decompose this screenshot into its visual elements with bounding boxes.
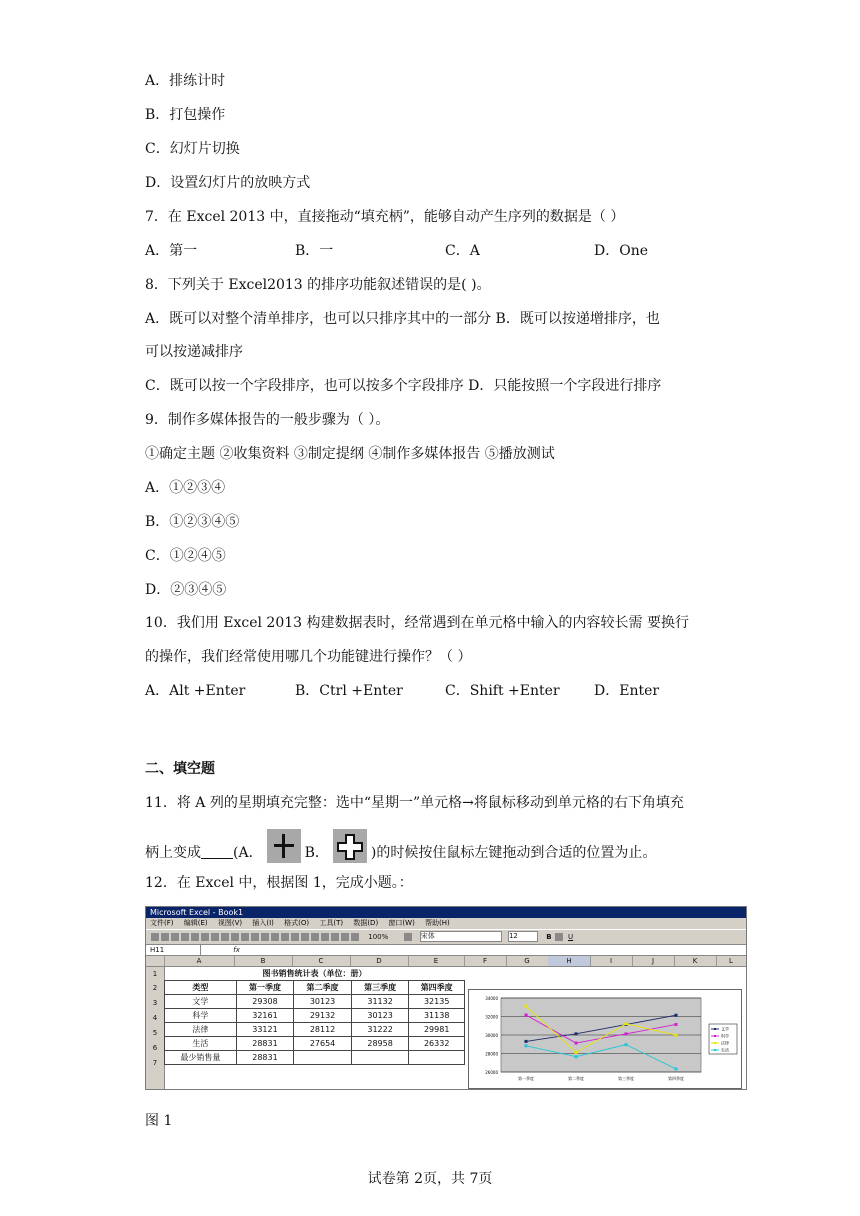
table-cell[interactable]: 32135 <box>409 995 465 1009</box>
q9-option-b: B．①②③④⑤ <box>145 514 240 530</box>
data-point <box>525 1005 528 1008</box>
table-cell[interactable]: 29981 <box>409 1023 465 1037</box>
cut-icon[interactable] <box>241 933 249 941</box>
table-row <box>165 1051 465 1065</box>
table-cell[interactable]: 32161 <box>236 1009 294 1023</box>
q11-stem-line1: 11．将 A 列的星期填充完整：选中“星期一”单元格→将鼠标移动到单元格的右下角填充 <box>145 795 684 811</box>
legend-marker <box>714 1049 716 1051</box>
column-header[interactable]: F <box>464 956 507 966</box>
data-point <box>525 1014 528 1017</box>
q11-suffix: )的时候按住鼠标左键拖动到合适的位置为止。 <box>370 845 657 861</box>
q10-option-d: D．Enter <box>594 683 660 699</box>
menu-edit[interactable]: 编辑(E) <box>183 919 208 927</box>
open-icon[interactable] <box>161 933 169 941</box>
q6-option-b: B．打包操作 <box>145 107 226 123</box>
menu-insert[interactable]: 插入(I) <box>252 919 274 927</box>
legend-marker <box>714 1042 716 1044</box>
table-cell[interactable]: 27654 <box>294 1037 352 1051</box>
row-header[interactable]: 5 <box>146 1026 165 1041</box>
y-tick-label: 32000 <box>485 1014 498 1020</box>
undo-icon[interactable] <box>281 933 289 941</box>
table-cell[interactable]: 31222 <box>351 1023 409 1037</box>
table-cell[interactable]: 28958 <box>351 1037 409 1051</box>
q10-option-c: C．Shift +Enter <box>445 683 560 699</box>
page-footer: 试卷第 2页，共 7页 <box>367 1171 493 1187</box>
column-header[interactable]: J <box>632 956 675 966</box>
menu-tools[interactable]: 工具(T) <box>319 919 344 927</box>
q7-option-b: B．一 <box>295 243 334 259</box>
column-header[interactable]: D <box>350 956 409 966</box>
q7-option-a: A．第一 <box>145 243 198 259</box>
q9-option-c: C．①②④⑤ <box>145 548 226 564</box>
table-cell[interactable] <box>294 1051 352 1065</box>
table-cell[interactable]: 法律 <box>165 1023 237 1037</box>
research-icon[interactable] <box>231 933 239 941</box>
data-point <box>575 1042 578 1045</box>
table-cell[interactable]: 31132 <box>351 995 409 1009</box>
data-point <box>575 1055 578 1058</box>
copy-icon[interactable] <box>251 933 259 941</box>
q11-option-a-label: (A． <box>233 845 263 861</box>
y-tick-label: 26000 <box>485 1070 498 1075</box>
excel-title-bar: Microsoft Excel - Book1 <box>146 907 746 918</box>
excel-screenshot <box>145 906 747 1090</box>
sort-descending-icon[interactable] <box>331 933 339 941</box>
q7-option-c: C．A <box>445 243 480 259</box>
table-cell[interactable]: 26332 <box>409 1037 465 1051</box>
data-point <box>525 1044 528 1047</box>
excel-menu-bar <box>146 918 746 929</box>
formula-bar <box>146 945 746 956</box>
q12-stem: 12．在 Excel 中，根据图 1，完成小题。： <box>145 875 413 891</box>
q8-options-line1: A．既可以对整个清单排序，也可以只排序其中的一部分 B．既可以按递增排序，也 <box>145 311 660 327</box>
legend-marker <box>714 1035 716 1037</box>
column-header[interactable]: I <box>590 956 633 966</box>
table-cell[interactable]: 30123 <box>294 995 352 1009</box>
data-point <box>675 1014 678 1017</box>
table-header-cell[interactable]: 第一季度 <box>236 981 294 995</box>
q11-stem-line2 <box>145 836 656 870</box>
row-header[interactable]: 6 <box>146 1041 165 1056</box>
q11-prefix: 柄上变成 <box>145 845 201 861</box>
table-row <box>165 1037 465 1051</box>
menu-window[interactable]: 窗口(W) <box>388 919 415 927</box>
table-cell[interactable]: 生活 <box>165 1037 237 1051</box>
y-tick-label: 28000 <box>485 1051 498 1057</box>
q8-options-line2: 可以按递减排序 <box>145 344 243 360</box>
spelling-icon[interactable] <box>221 933 229 941</box>
bold-button[interactable]: B <box>546 933 552 941</box>
underline-button[interactable]: U <box>568 933 574 941</box>
redo-icon[interactable] <box>291 933 299 941</box>
q6-option-d: D．设置幻灯片的放映方式 <box>145 175 311 191</box>
x-tick-label: 第四季度 <box>668 1076 684 1081</box>
font-size-select[interactable]: 12 <box>508 931 538 942</box>
autosum-icon[interactable] <box>311 933 319 941</box>
paste-icon[interactable] <box>261 933 269 941</box>
row-header[interactable]: 2 <box>146 981 165 996</box>
legend-label: 科学 <box>721 1033 729 1039</box>
q9-option-d: D．②③④⑤ <box>145 582 227 598</box>
table-cell[interactable]: 28112 <box>294 1023 352 1037</box>
x-tick-label: 第一季度 <box>518 1076 534 1081</box>
data-point <box>675 1067 678 1070</box>
table-cell[interactable]: 文学 <box>165 995 237 1009</box>
format-painter-icon[interactable] <box>271 933 279 941</box>
q10-stem-line1: 10．我们用 Excel 2013 构建数据表时，经常遇到在单元格中输入的内容较长需 要换行 <box>145 615 689 631</box>
column-headers <box>146 956 746 967</box>
row-header[interactable]: 7 <box>146 1056 165 1089</box>
data-point <box>625 1032 628 1035</box>
table-title[interactable]: 图书销售统计表（单位：册） <box>262 969 367 978</box>
menu-format[interactable]: 格式(O) <box>284 919 310 927</box>
table-cell[interactable]: 科学 <box>165 1009 237 1023</box>
sales-table <box>164 967 465 1065</box>
excel-toolbar <box>146 929 746 945</box>
white-cross-cursor-icon <box>333 829 367 863</box>
name-box[interactable]: H11 <box>150 945 201 955</box>
q7-stem: 7．在 Excel 2013 中，直接拖动“填充柄”，能够自动产生序列的数据是（ ） <box>145 209 625 225</box>
table-header-cell[interactable]: 第二季度 <box>294 981 352 995</box>
table-cell[interactable]: 29308 <box>236 995 294 1009</box>
y-tick-label: 30000 <box>485 1033 498 1038</box>
data-point <box>675 1023 678 1026</box>
permission-icon[interactable] <box>181 933 189 941</box>
table-cell[interactable]: 31138 <box>409 1009 465 1023</box>
save-icon[interactable] <box>171 933 179 941</box>
q10-option-a: A．Alt +Enter <box>145 683 246 699</box>
table-cell[interactable] <box>351 1051 409 1065</box>
q10-stem-line2: 的操作，我们经常使用哪几个功能键进行操作？（ ） <box>145 649 472 665</box>
zoom-select[interactable]: 100% <box>368 933 389 941</box>
q9-option-a: A．①②③④ <box>145 480 226 496</box>
email-icon[interactable] <box>191 933 199 941</box>
new-icon[interactable] <box>151 933 159 941</box>
italic-icon[interactable] <box>555 933 563 941</box>
column-header[interactable]: C <box>292 956 351 966</box>
q9-steps: ①确定主题 ②收集资料 ③制定提纲 ④制作多媒体报告 ⑤播放测试 <box>145 446 555 462</box>
select-all-corner[interactable] <box>146 956 165 966</box>
data-point <box>575 1051 578 1054</box>
q9-stem: 9．制作多媒体报告的一般步骤为（ ）。 <box>145 412 390 428</box>
x-tick-label: 第三季度 <box>618 1076 634 1081</box>
row-header[interactable]: 3 <box>146 996 165 1011</box>
table-header-row <box>165 981 465 995</box>
sort-ascending-icon[interactable] <box>321 933 329 941</box>
data-point <box>575 1032 578 1035</box>
column-header[interactable]: G <box>506 956 549 966</box>
y-tick-label: 34000 <box>485 996 498 1001</box>
drawing-icon[interactable] <box>351 933 359 941</box>
answer-blank <box>201 844 233 859</box>
row-header[interactable]: 1 <box>146 967 165 981</box>
menu-view[interactable]: 视图(V) <box>217 919 243 927</box>
menu-data[interactable]: 数据(D) <box>353 919 379 927</box>
table-row <box>165 995 465 1009</box>
legend-marker <box>714 1028 716 1030</box>
data-point <box>525 1040 528 1043</box>
table-cell[interactable]: 29132 <box>294 1009 352 1023</box>
table-row <box>165 1009 465 1023</box>
table-cell[interactable] <box>409 1051 465 1065</box>
column-header[interactable]: H <box>548 956 591 966</box>
section-heading: 二、填空题 <box>145 761 215 777</box>
menu-help[interactable]: 帮助(H) <box>425 919 450 927</box>
help-icon[interactable] <box>404 933 412 941</box>
table-header-cell[interactable]: 第三季度 <box>351 981 409 995</box>
column-header[interactable]: B <box>234 956 293 966</box>
q7-option-d: D．One <box>594 243 649 259</box>
table-cell[interactable]: 33121 <box>236 1023 294 1037</box>
print-icon[interactable] <box>201 933 209 941</box>
column-header[interactable]: E <box>408 956 465 966</box>
q11-option-b-label: B． <box>304 845 329 861</box>
column-header[interactable]: K <box>674 956 717 966</box>
thin-cross-cursor-icon <box>267 829 301 863</box>
table-row <box>165 1023 465 1037</box>
legend-label: 法律 <box>721 1040 729 1046</box>
data-point <box>625 1022 628 1025</box>
print-preview-icon[interactable] <box>211 933 219 941</box>
line-chart-svg <box>469 990 741 1088</box>
q8-options-line3: C．既可以按一个字段排序，也可以按多个字段排序 D．只能按照一个字段进行排序 <box>145 378 662 394</box>
legend-label: 文学 <box>721 1026 729 1032</box>
figure-caption: 图 1 <box>145 1113 173 1129</box>
q10-option-b: B．Ctrl +Enter <box>295 683 403 699</box>
embedded-line-chart[interactable] <box>468 989 742 1089</box>
x-tick-label: 第二季度 <box>568 1076 584 1081</box>
font-name-select[interactable]: 宋体 <box>420 931 502 942</box>
table-cell[interactable]: 28831 <box>236 1037 294 1051</box>
hyperlink-icon[interactable] <box>301 933 309 941</box>
menu-file[interactable]: 文件(F) <box>150 919 174 927</box>
table-cell[interactable]: 30123 <box>351 1009 409 1023</box>
column-header[interactable]: L <box>716 956 747 966</box>
q8-stem: 8．下列关于 Excel2013 的排序功能叙述错误的是( )。 <box>145 277 491 293</box>
q6-option-a: A．排练计时 <box>145 73 226 89</box>
chart-wizard-icon[interactable] <box>341 933 349 941</box>
table-header-cell[interactable]: 类型 <box>165 981 237 995</box>
row-header[interactable]: 4 <box>146 1011 165 1026</box>
legend-label: 生活 <box>721 1047 729 1053</box>
table-header-cell[interactable]: 第四季度 <box>409 981 465 995</box>
table-cell[interactable]: 28831 <box>236 1051 294 1065</box>
data-point <box>625 1043 628 1046</box>
data-point <box>675 1034 678 1037</box>
table-cell[interactable]: 最少销售量 <box>165 1051 237 1065</box>
q6-option-c: C．幻灯片切换 <box>145 141 240 157</box>
fx-icon[interactable]: fx <box>233 946 240 954</box>
column-header[interactable]: A <box>164 956 235 966</box>
